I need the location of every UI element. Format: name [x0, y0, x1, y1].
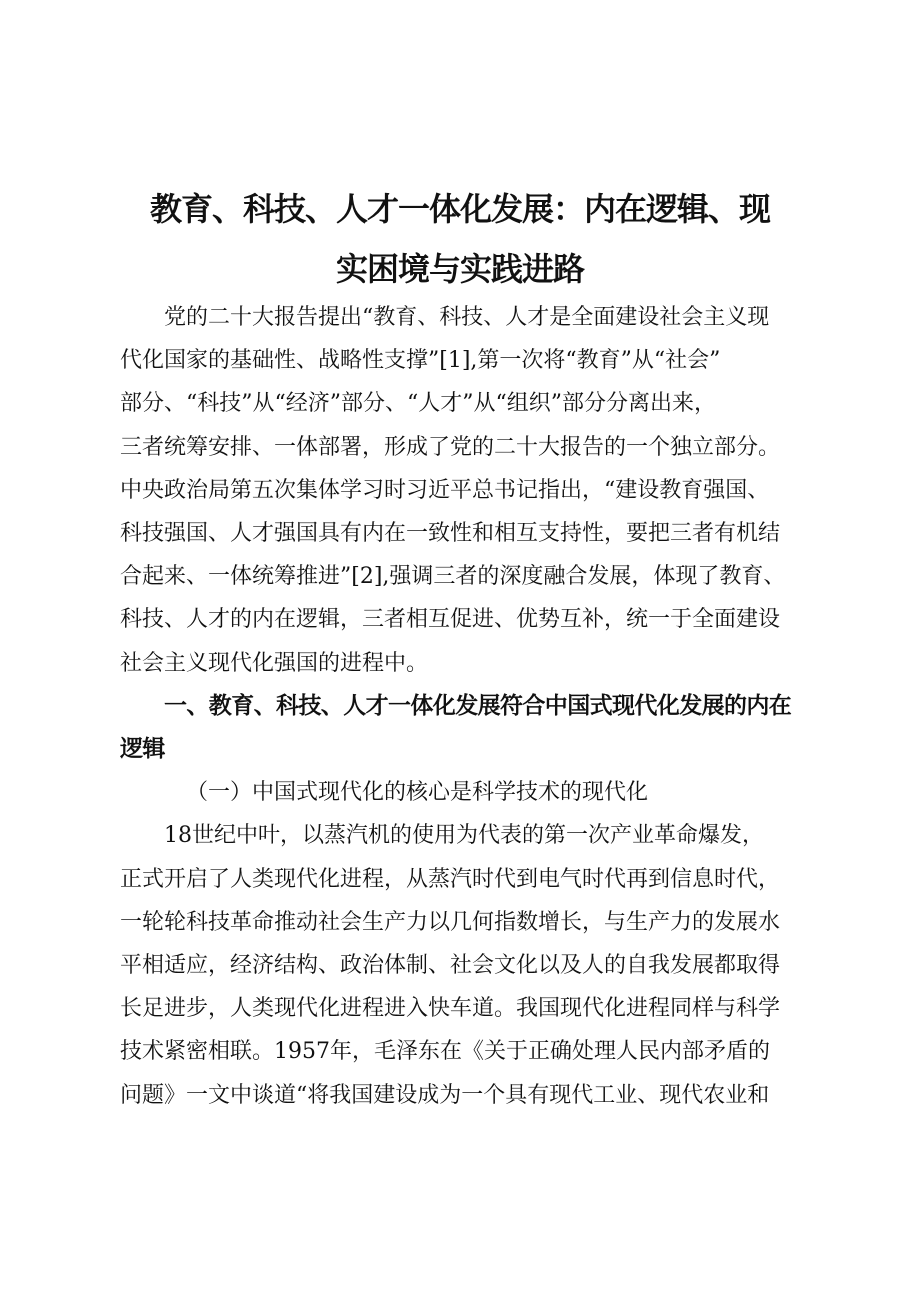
- text-line: 平相适应，经济结构、政治体制、社会文化以及人的自我发展都取得: [120, 953, 781, 979]
- section-paragraph: [120, 814, 810, 1116]
- text-line: 18世纪中叶，以蒸汽机的使用为代表的第一次产业革命爆发，: [164, 823, 764, 849]
- text-line: 科技强国、人才强国具有内在一致性和相互支持性，要把三者有机结: [120, 521, 781, 547]
- text-line: 长足进步，人类现代化进程进入快车道。我国现代化进程同样与科学: [120, 996, 781, 1022]
- document-title: [100, 179, 820, 299]
- text-line: 部分、“科技”从“经济”部分、“人才”从“组织”部分分离出来，: [120, 391, 716, 417]
- text-line: 党的二十大报告提出“教育、科技、人才是全面建设社会主义现: [164, 305, 770, 330]
- intro-paragraph: [120, 296, 810, 685]
- title-line-1: 教育、科技、人才一体化发展：内在逻辑、现: [149, 190, 770, 229]
- text-line: 社会主义现代化强国的进程中。: [120, 650, 429, 676]
- section-heading: [120, 685, 810, 771]
- document-body: [120, 296, 810, 1117]
- text-line: 代化国家的基础性、战略性支撑”[1],第一次将“教育”从“社会”: [120, 348, 721, 374]
- heading-line: 一、教育、科技、人才一体化发展符合中国式现代化发展的内在: [164, 692, 792, 719]
- text-line: 三者统筹安排、一体部署，形成了党的二十大报告的一个独立部分。: [120, 434, 781, 460]
- text-line: 正式开启了人类现代化进程，从蒸汽时代到电气时代再到信息时代，: [120, 866, 781, 892]
- heading-line: 逻辑: [120, 736, 165, 763]
- text-line: 合起来、一体统筹推进”[2],强调三者的深度融合发展，体现了教育、: [120, 564, 786, 590]
- text-line: 中央政治局第五次集体学习时习近平总书记指出，“建设教育强国、: [120, 477, 770, 503]
- text-line: 技术紧密相联。1957年，毛泽东在《关于正确处理人民内部矛盾的: [120, 1039, 770, 1065]
- title-line-2: 实困境与实践进路: [335, 250, 584, 289]
- text-line: 一轮轮科技革命推动社会生产力以几何指数增长，与生产力的发展水: [120, 909, 781, 935]
- text-line: 科技、人才的内在逻辑，三者相互促进、优势互补，统一于全面建设: [120, 607, 781, 633]
- subsection-heading: （一）中国式现代化的核心是科学技术的现代化: [186, 780, 649, 806]
- text-line: 问题》一文中谈道“将我国建设成为一个具有现代工业、现代农业和: [120, 1082, 770, 1108]
